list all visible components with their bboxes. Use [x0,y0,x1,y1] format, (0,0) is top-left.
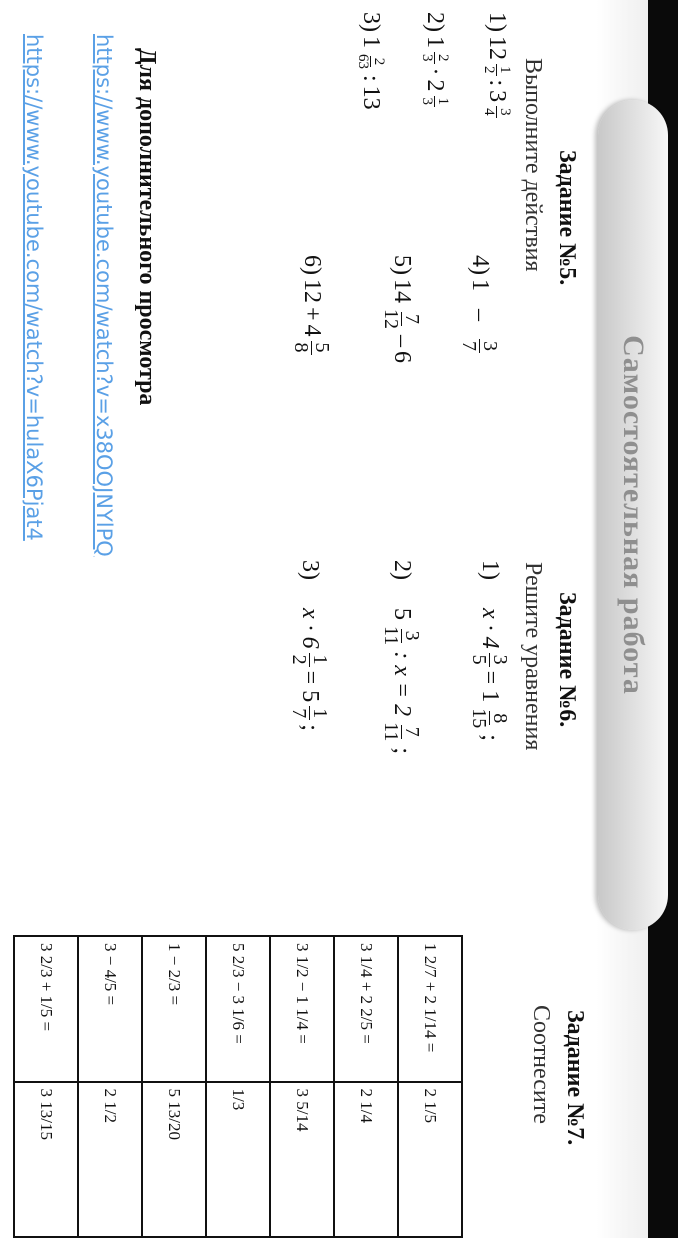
right-answer: 3 5/14 [293,1088,312,1132]
right-answer: 3 13/15 [37,1088,56,1141]
title-banner [598,100,668,930]
task6-equation-3: 3) x · 6 1 2 = 5 1 7 ; [288,560,331,731]
left-expression: 3 − 4/5 = [101,943,120,1006]
table-row [206,936,270,1237]
task5-subtitle: Выполните действия [520,58,546,272]
right-answer: 1/3 [229,1088,248,1111]
right-answer: 2 1/4 [357,1088,376,1124]
task5-item-4: 4) 1 – 3 7 [458,255,501,351]
table-row [142,936,206,1237]
video-link-1[interactable]: https://www.youtube.com/watch?v=x38OOJNYlPQ [92,34,116,557]
left-expression: 3 1/2 − 1 1/4 = [293,943,312,1044]
task6-subtitle: Решите уравнения [520,562,546,751]
task6-heading: Задание №6. [554,592,580,728]
task5-item-6: 6) 12 + 4 5 8 [290,255,333,353]
task6-equation-1: 1) x · 4 3 5 = 1 8 15 ; [468,560,511,741]
task5-heading: Задание №5. [554,150,580,286]
table-row [14,936,78,1237]
table-row [78,936,142,1237]
task6-equation-2: 2) 5 3 11 : x = 2 7 11 ; [380,560,423,755]
right-answer: 2 1/2 [101,1088,120,1124]
left-expression: 3 1/4 + 2 2/5 = [357,943,376,1044]
left-expression: 5 2/3 − 3 1/6 = [229,943,248,1044]
left-expression: 1 2/7 + 2 1/14 = [421,943,440,1053]
left-expression: 3 2/3 + 1/5 = [37,943,56,1032]
task5-item-5: 5) 14 7 12 – 6 [380,255,423,363]
task7-heading: Задание №7. [562,1010,588,1146]
task5-item-2: 2) 1 2 3 · 2 1 3 [419,12,451,105]
extra-heading: Для дополнительного просмотра [134,48,160,406]
left-expression: 1 − 2/3 = [165,943,184,1006]
video-link-2[interactable]: https://www.youtube.com/watch?v=hulaX6Pjat4 [22,34,46,541]
task7-subtitle: Соотнесите [528,1005,554,1124]
matching-table [13,935,463,1238]
task5-item-3: 3) 1 2 63 : 13 [355,12,387,110]
right-answer: 2 1/5 [421,1088,440,1124]
table-row [270,936,334,1237]
page-title: Самостоятельная работа [617,335,650,695]
right-answer: 5 13/20 [165,1088,184,1141]
table-row [398,936,462,1237]
task5-item-1: 1) 12 1 2 : 3 3 4 [481,12,513,116]
table-row [334,936,398,1237]
